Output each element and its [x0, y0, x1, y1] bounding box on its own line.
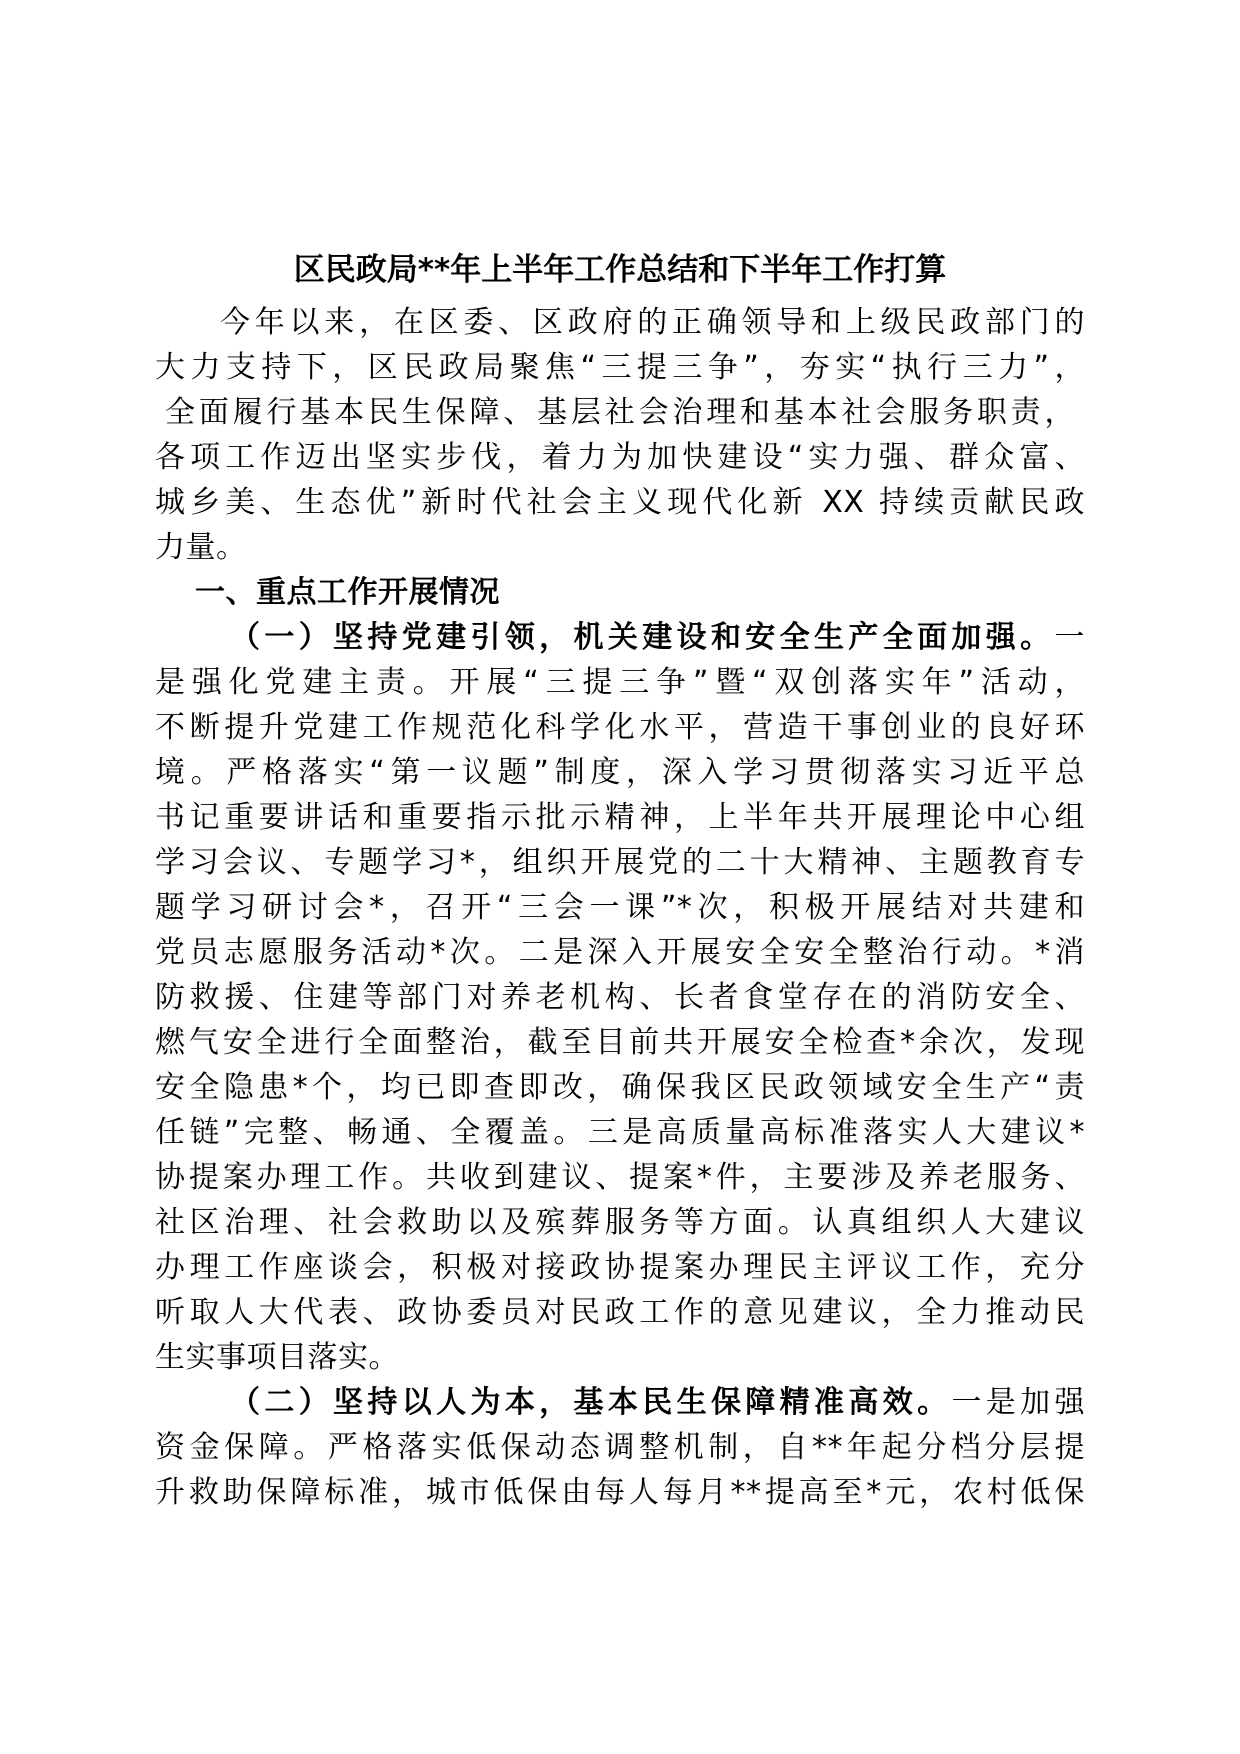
intro-line-5: 城乡美、生态优”新时代社会主义现代化新 XX 持续贡献民政 — [155, 485, 1085, 520]
subsection-2-heading-tail: 一是加强 — [951, 1385, 1086, 1420]
sub1-line-16: 生实事项目落实。 — [155, 1340, 399, 1375]
sub1-line-13: 社区治理、社会救助以及殡葬服务等方面。认真组织人大建议 — [155, 1205, 1085, 1240]
intro-line-1: 今年以来，在区委、区政府的正确领导和上级民政部门的 — [220, 305, 1085, 340]
document-title: 区民政局**年上半年工作总结和下半年工作打算 — [293, 252, 947, 288]
sub1-line-11: 任链”完整、畅通、全覆盖。三是高质量高标准落实人大建议* — [155, 1115, 1085, 1150]
sub2-line-1: 资金保障。严格落实低保动态调整机制，自**年起分档分层提 — [155, 1430, 1085, 1465]
intro-line-6: 力量。 — [155, 530, 247, 565]
sub1-line-10: 安全隐患*个，均已即查即改，确保我区民政领域安全生产“责 — [155, 1070, 1085, 1105]
intro-line-4: 各项工作迈出坚实步伐，着力为加快建设“实力强、群众富、 — [155, 440, 1085, 475]
subsection-2-heading-line — [230, 1380, 1085, 1425]
sub1-line-5: 学习会议、专题学习*，组织开展党的二十大精神、主题教育专 — [155, 845, 1085, 880]
sub1-line-7: 党员志愿服务活动*次。二是深入开展安全安全整治行动。*消 — [155, 935, 1085, 970]
sub1-line-6: 题学习研讨会*，召开“三会一课”*次，积极开展结对共建和 — [155, 890, 1085, 925]
sub1-line-3: 境。严格落实“第一议题”制度，深入学习贯彻落实习近平总 — [155, 755, 1085, 790]
sub1-line-12: 协提案办理工作。共收到建议、提案*件，主要涉及养老服务、 — [155, 1160, 1085, 1195]
sub1-line-8: 防救援、住建等部门对养老机构、长者食堂存在的消防安全、 — [155, 980, 1085, 1015]
sub1-line-15: 听取人大代表、政协委员对民政工作的意见建议，全力推动民 — [155, 1295, 1085, 1330]
subsection-2-heading: （二）坚持以人为本，基本民生保障精准高效。 — [230, 1385, 952, 1420]
sub1-line-2: 不断提升党建工作规范化科学化水平，营造干事创业的良好环 — [155, 710, 1085, 745]
sub1-line-14: 办理工作座谈会，积极对接政协提案办理民主评议工作，充分 — [155, 1250, 1085, 1285]
intro-line-2: 大力支持下，区民政局聚焦“三提三争”，夯实“执行三力”， — [155, 350, 1085, 385]
section-heading-1: 一、重点工作开展情况 — [195, 575, 500, 610]
subsection-1-heading: （一）坚持党建引领，机关建设和安全生产全面加强。 — [230, 620, 1055, 655]
intro-line-3: 全面履行基本民生保障、基层社会治理和基本社会服务职责， — [165, 395, 1075, 430]
sub1-line-4: 书记重要讲话和重要指示批示精神，上半年共开展理论中心组 — [155, 800, 1085, 835]
sub2-line-2: 升救助保障标准，城市低保由每人每月**提高至*元，农村低保 — [155, 1475, 1085, 1510]
sub1-line-9: 燃气安全进行全面整治，截至目前共开展安全检查*余次，发现 — [155, 1025, 1085, 1060]
subsection-1-heading-tail: 一 — [1054, 620, 1085, 655]
sub1-line-1: 是强化党建主责。开展“三提三争”暨“双创落实年”活动， — [155, 665, 1085, 700]
subsection-1-heading-line — [230, 615, 1085, 660]
